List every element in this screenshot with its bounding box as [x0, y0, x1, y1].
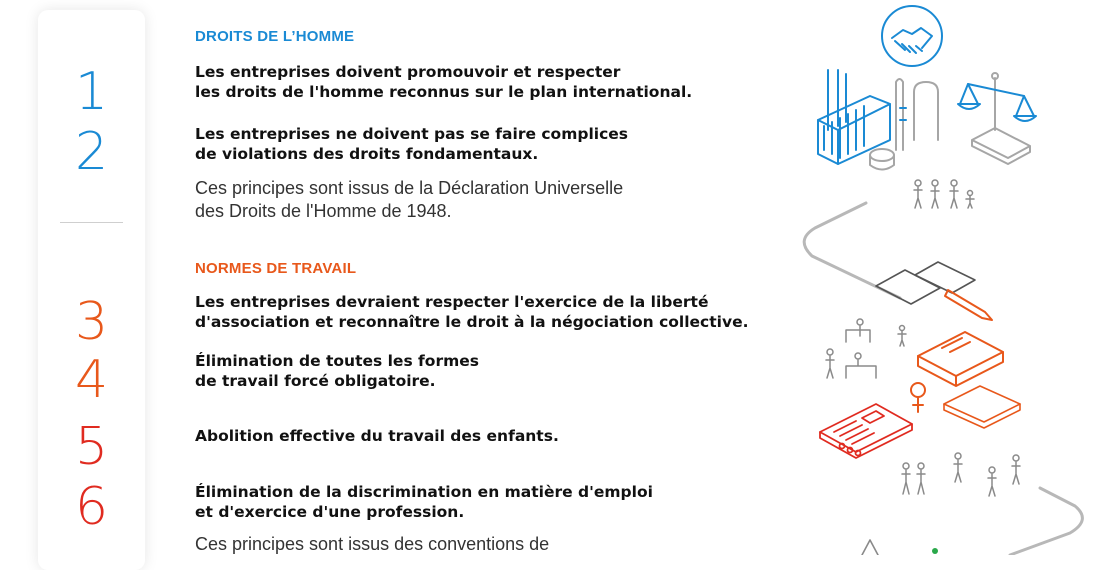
human-rights-source-note: Ces principes sont issus de la Déclaration Universelle des Droits de l'Homme de 1948.	[195, 178, 624, 221]
principle-6-text: Élimination de la discrimination en matière d'emploi et d'exercice d'une profession.	[195, 483, 653, 521]
principle-number-2: 2	[74, 122, 109, 182]
people-group-icon	[902, 453, 1020, 496]
principle-1-text: Les entreprises doivent promouvoir et respecter les droits de l'homme reconnus sur le plan international.	[195, 63, 693, 101]
principle-3-text: Les entreprises devraient respecter l'exercice de la liberté d'association et reconnaître le droit à la négociation collective.	[195, 293, 749, 331]
section-divider	[60, 222, 123, 223]
numbers-card	[38, 10, 145, 570]
principle-2-text: Les entreprises ne doivent pas se faire complices de violations des droits fondamentaux.	[195, 125, 629, 163]
principle-number-3: 3	[74, 292, 109, 352]
id-card-icon	[820, 404, 912, 458]
labour-source-note: Ces principes sont issus des conventions de	[195, 534, 550, 554]
book-icon	[918, 332, 1003, 386]
principles-illustration	[780, 0, 1110, 555]
people-at-desk-icon	[826, 319, 906, 378]
principle-4-text: Élimination de toutes les formes de travail forcé obligatoire.	[195, 352, 479, 390]
pencil-icon	[945, 290, 992, 320]
green-dot	[932, 548, 938, 554]
principle-number-5: 5	[74, 417, 109, 477]
factory-icon	[818, 70, 938, 170]
principle-5-text: Abolition effective du travail des enfants.	[195, 427, 559, 445]
principle-number-1: 1	[74, 62, 109, 122]
paper-stack-icon	[944, 386, 1020, 428]
principle-number-6: 6	[74, 477, 109, 537]
section-heading-labour: NORMES DE TRAVAIL	[195, 260, 357, 277]
section-heading-human-rights: DROITS DE L’HOMME	[195, 28, 355, 45]
people-icon	[914, 180, 974, 208]
principle-number-4: 4	[74, 350, 109, 410]
bottom-partial-icon	[862, 540, 878, 555]
balance-scale-icon	[958, 73, 1036, 164]
female-symbol-icon	[911, 383, 925, 412]
handshake-icon	[882, 6, 942, 66]
